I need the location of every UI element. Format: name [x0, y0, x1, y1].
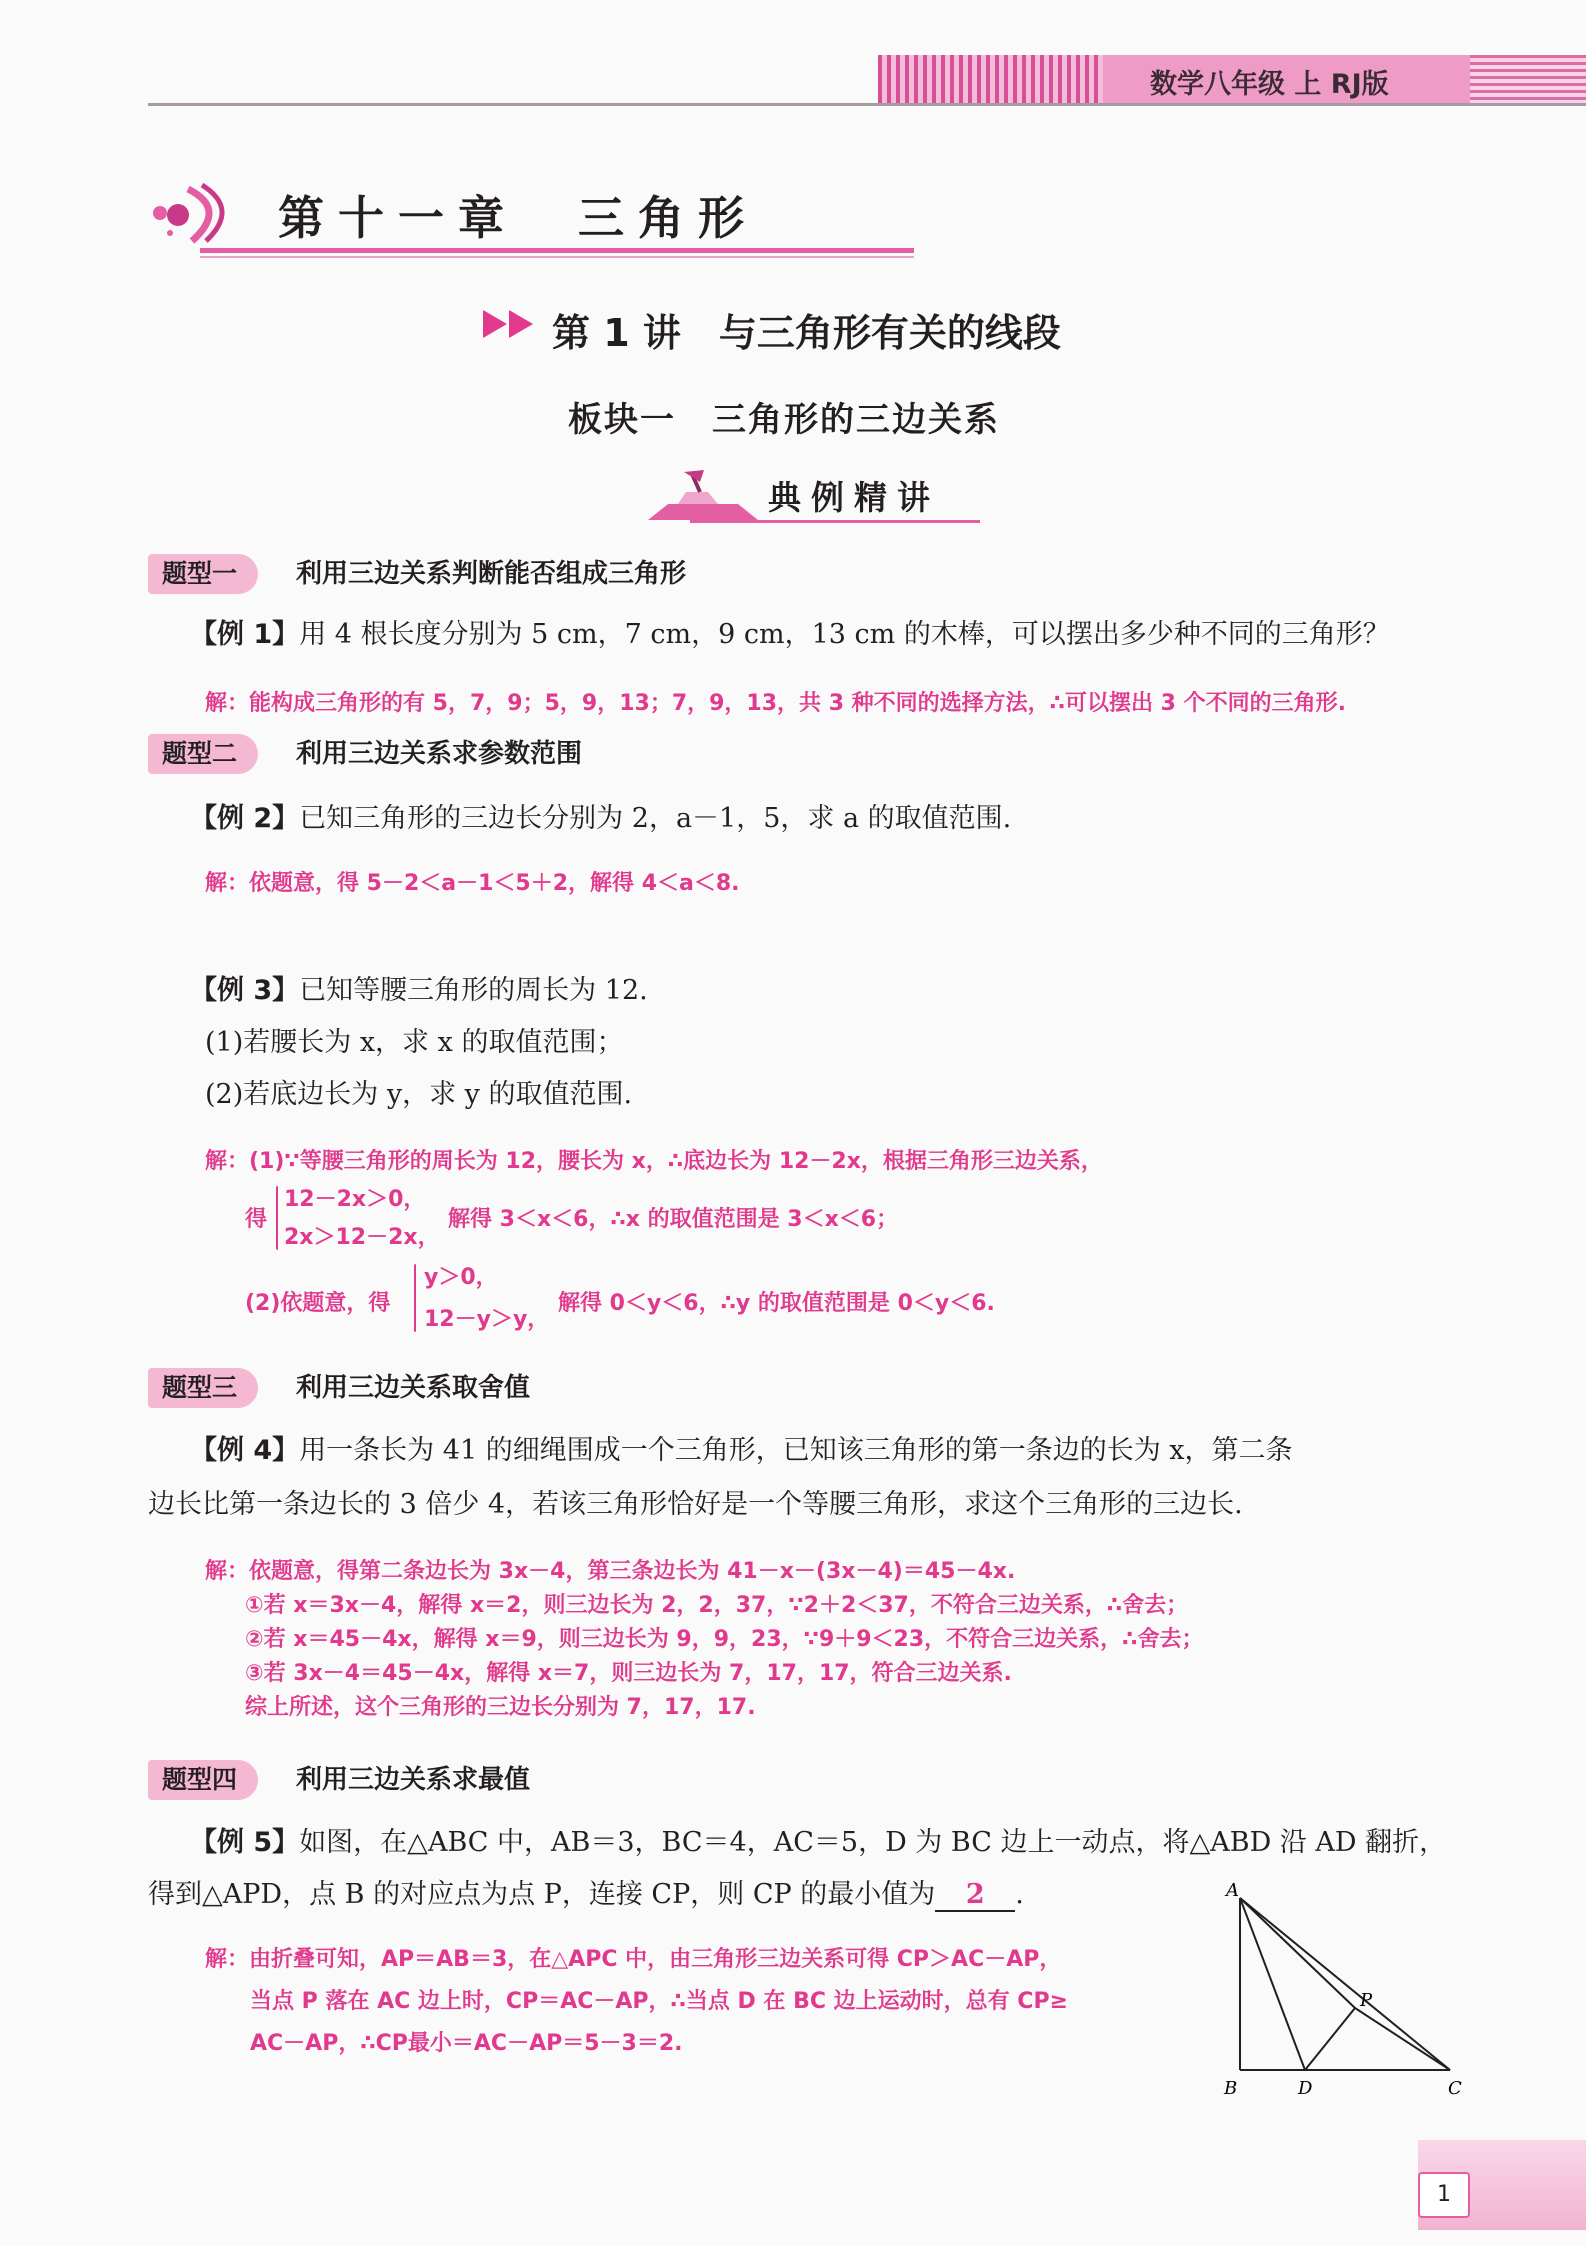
fig-label-b: B: [1224, 2078, 1238, 2099]
section-banner: 典例精讲: [768, 478, 940, 517]
system-1a: 12－2x＞0，: [284, 1187, 426, 1212]
header-stripes-right: [1470, 55, 1586, 103]
type-badge: 题型四: [148, 1760, 258, 1800]
chapter-rule: [200, 248, 914, 253]
system-2b: 12－y＞y，: [424, 1307, 550, 1332]
system-brace: [276, 1186, 278, 1250]
answer-blank: 2: [935, 1879, 1015, 1912]
type-badge: 题型三: [148, 1368, 258, 1408]
answer-5-line: 解：由折叠可知，AP＝AB＝3，在△APC 中，由三角形三边关系可得 CP＞AC－AP，: [205, 1947, 1062, 1972]
answer-4-line: ②若 x＝45－4x，解得 x＝9，则三边长为 9，9，23，∵9＋9＜23，不符合三边关系，∴舍去；: [245, 1627, 1204, 1652]
header-stripes: [878, 55, 1103, 103]
answer-3-de: 得: [245, 1207, 268, 1232]
page-number: 1: [1418, 2172, 1470, 2218]
answer-1: 解：能构成三角形的有 5，7，9；5，9，13；7，9，13，共 3 种不同的选择方法，∴可以摆出 3 个不同的三角形.: [205, 691, 1346, 716]
answer-5-line: AC－AP，∴CP最小＝AC－AP＝5－3＝2.: [250, 2031, 683, 2056]
chapter-title: 第十一章 三角形: [278, 191, 758, 245]
example-4-line1: 【例 4】用一条长为 41 的细绳围成一个三角形，已知该三角形的第一条边的长为 x，第二条: [190, 1435, 1293, 1466]
example-3-q1: (1)若腰长为 x，求 x 的取值范围；: [205, 1027, 624, 1058]
fig-label-d: D: [1298, 2078, 1313, 2099]
fig-label-p: P: [1360, 1990, 1373, 2011]
answer-4-line: ①若 x＝3x－4，解得 x＝2，则三边长为 2，2，37，∵2＋2＜37，不符合三边关系，∴舍去；: [245, 1593, 1189, 1618]
fig-label-c: C: [1448, 2078, 1462, 2099]
example-4-line2: 边长比第一条边长的 3 倍少 4，若该三角形恰好是一个等腰三角形，求这个三角形的三边长.: [148, 1489, 1243, 1520]
answer-3-1: 解：(1)∵等腰三角形的周长为 12，腰长为 x，∴底边长为 12－2x，根据三角形三边关系，: [205, 1149, 1103, 1174]
answer-4-line: 解：依题意，得第二条边长为 3x－4，第三条边长为 41－x－(3x－4)＝45－4x.: [205, 1559, 1016, 1584]
type-badge: 题型二: [148, 734, 258, 774]
answer-4-line: 综上所述，这个三角形的三边长分别为 7，17，17.: [245, 1695, 756, 1720]
example-2: 【例 2】已知三角形的三边长分别为 2，a－1，5，求 a 的取值范围.: [190, 803, 1012, 834]
answer-4-line: ③若 3x－4＝45－4x，解得 x＝7，则三边长为 7，17，17，符合三边关系.: [245, 1661, 1012, 1686]
double-arrow-icon: [483, 306, 543, 342]
banner-rule: [690, 520, 980, 523]
system-2a: y＞0，: [424, 1265, 498, 1290]
example-1: 【例 1】用 4 根长度分别为 5 cm，7 cm，9 cm，13 cm 的木棒，可以摆出多少种不同的三角形？: [190, 619, 1390, 650]
type-title: 利用三边关系求最值: [296, 1765, 531, 1795]
answer-3-2: (2)依题意，得: [245, 1291, 391, 1316]
header-rule: [148, 103, 1586, 106]
system-brace: [414, 1264, 416, 1332]
chapter-rule-thin: [200, 256, 914, 258]
book-title: 数学八年级 上 RJ版: [1150, 69, 1389, 100]
answer-3-1-result: 解得 3＜x＜6，∴x 的取值范围是 3＜x＜6；: [448, 1207, 899, 1232]
example-3: 【例 3】已知等腰三角形的周长为 12.: [190, 975, 648, 1006]
chapter-swirl-icon: [148, 175, 238, 245]
answer-5-line: 当点 P 落在 AC 边上时，CP＝AC－AP，∴当点 D 在 BC 边上运动时，总有 CP≥: [250, 1989, 1069, 2014]
type-title: 利用三边关系求参数范围: [296, 739, 583, 769]
type-title: 利用三边关系判断能否组成三角形: [296, 559, 687, 589]
fig-label-a: A: [1226, 1880, 1239, 1901]
type-title: 利用三边关系取舍值: [296, 1373, 531, 1403]
answer-3-2-result: 解得 0＜y＜6，∴y 的取值范围是 0＜y＜6.: [558, 1291, 995, 1316]
type-badge: 题型一: [148, 554, 258, 594]
example-3-q2: (2)若底边长为 y，求 y 的取值范围.: [205, 1079, 633, 1110]
example-5-line2: 得到△APD，点 B 的对应点为点 P，连接 CP，则 CP 的最小值为 2 .: [148, 1879, 1024, 1910]
lecture-title: 第 1 讲 与三角形有关的线段: [552, 311, 1061, 355]
example-5-line1: 【例 5】如图，在△ABC 中，AB＝3，BC＝4，AC＝5，D 为 BC 边上一动点，将△ABD 沿 AD 翻折，: [190, 1827, 1447, 1858]
system-1b: 2x＞12－2x，: [284, 1225, 440, 1250]
answer-2: 解：依题意，得 5－2＜a－1＜5＋2，解得 4＜a＜8.: [205, 871, 740, 896]
triangle-figure: [1220, 1880, 1500, 2110]
block-title: 板块一 三角形的三边关系: [568, 400, 1000, 440]
